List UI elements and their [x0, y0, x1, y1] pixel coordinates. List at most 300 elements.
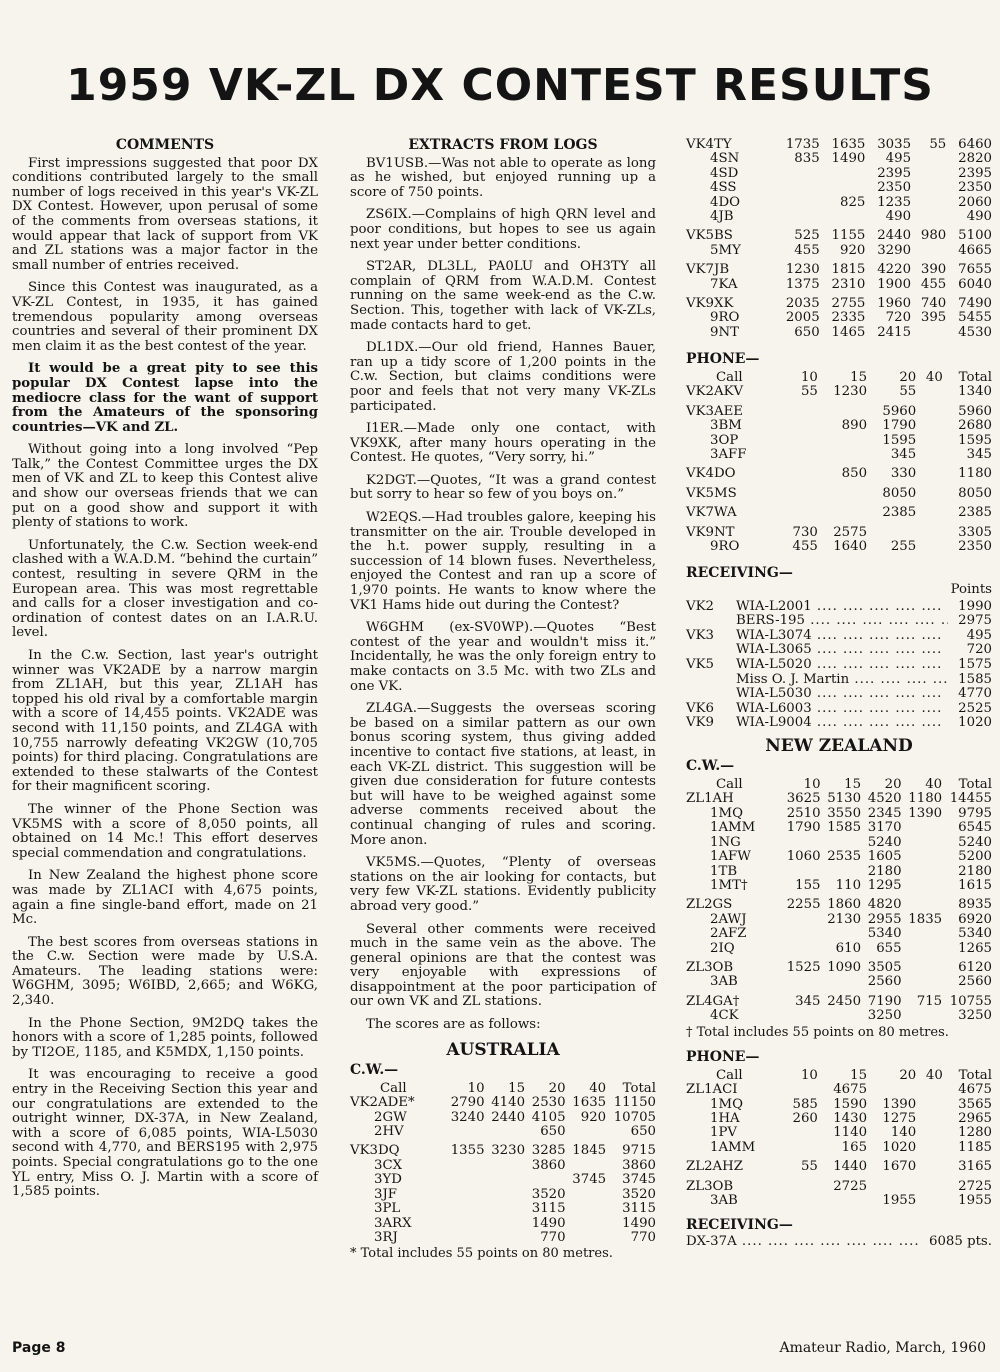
score-cell: 6460 [958, 137, 992, 152]
column-header: 40 [925, 777, 943, 793]
score-cell: 4675 [833, 1082, 868, 1098]
table-row [686, 836, 992, 850]
score-cell: 5130 [827, 791, 862, 807]
score-cell: 1735 [785, 137, 820, 152]
score-cell [818, 482, 867, 501]
score-cell [867, 1175, 916, 1194]
score-cell [911, 196, 946, 210]
table-row [350, 1125, 656, 1139]
column-header: 40 [925, 369, 943, 385]
score-cell: 2560 [958, 974, 992, 990]
score-cell: 740 [920, 296, 947, 312]
table-row [686, 1009, 992, 1023]
score-cell [444, 1202, 485, 1216]
table-row [686, 196, 992, 210]
column-header: Total [958, 369, 992, 385]
score-cell [485, 1217, 526, 1231]
score-cell: 8050 [958, 485, 992, 501]
table-row [686, 956, 992, 975]
australia-cw-note: * Total includes 55 points on 80 metres. [350, 1246, 613, 1262]
extracts-column [350, 138, 656, 1268]
score-cell: 14455 [949, 791, 992, 807]
score-cell: 850 [841, 466, 868, 482]
score-cell [485, 1125, 526, 1139]
table-row [686, 975, 992, 989]
points-value: 4770 [958, 686, 992, 702]
score-cell: 455 [792, 538, 818, 554]
score-cell: 2385 [882, 505, 917, 521]
extract-paragraph: W2EQS.—Had troubles galore, keeping his transmitter on the air. Trouble developed in the h.t. power supply, resulting in a succession of 14 blown fuses. Nevertheless, enjoyed the Contest and ran up a score of 1,970 points. He wants to know where the VK1 Hams hide out during the Contest? [350, 510, 656, 613]
score-cell: 3625 [786, 791, 821, 807]
column-header: 15 [850, 1067, 868, 1083]
score-cell [780, 501, 818, 520]
score-cell [916, 1098, 943, 1112]
score-cell: 1835 [908, 911, 943, 927]
comment-paragraph: In New Zealand the highest phone score was made by ZL1ACI with 4,675 points, again a fine single-band effort, made on 21 Mc. [12, 868, 318, 928]
score-cell: 1635 [572, 1095, 607, 1111]
score-cell: 3860 [531, 1157, 566, 1173]
comments-body [12, 157, 318, 1200]
score-cell [820, 167, 866, 181]
column-header: 20 [884, 777, 902, 793]
score-cell [916, 385, 943, 399]
table-header-row [686, 369, 992, 385]
score-cell: 3115 [622, 1201, 656, 1217]
table-row [686, 244, 992, 258]
score-cell [444, 1125, 485, 1139]
score-cell: 770 [630, 1229, 656, 1245]
column-header: 20 [899, 369, 917, 385]
table-row [686, 181, 992, 195]
column-header: Total [622, 1080, 656, 1096]
score-cell [780, 865, 821, 879]
score-cell: 585 [792, 1096, 818, 1112]
score-cell: 1615 [958, 877, 992, 893]
call-sign-cell: 9RO [710, 310, 740, 326]
points-value: 495 [966, 627, 992, 643]
score-cell: 3170 [867, 820, 902, 836]
score-cell [916, 462, 943, 481]
call-sign-cell: ZL3OB [686, 1178, 734, 1194]
score-cell [902, 927, 943, 941]
comments-heading: COMMENTS [115, 137, 215, 153]
score-cell: 3745 [572, 1172, 607, 1188]
table-row [686, 1155, 992, 1174]
score-cell [774, 167, 820, 181]
australia-receiving-label: RECEIVING— [686, 565, 793, 582]
score-cell: 650 [630, 1124, 656, 1140]
score-cell: 3115 [531, 1201, 566, 1217]
call-sign-cell: 2HV [374, 1124, 404, 1140]
score-cell: 1265 [958, 940, 992, 956]
table-row [686, 326, 992, 340]
score-cell: 770 [540, 1229, 566, 1245]
score-cell: 1605 [867, 849, 902, 865]
call-sign-cell: 9RO [710, 538, 740, 554]
column-header: Total [958, 1067, 992, 1083]
district-prefix [686, 614, 736, 629]
score-cell [821, 836, 862, 850]
table-row [350, 1202, 656, 1216]
australia-cw-table [350, 1080, 656, 1245]
score-cell: 2820 [958, 151, 992, 167]
table-row [686, 278, 992, 292]
score-cell [780, 448, 818, 462]
score-cell [821, 1009, 862, 1023]
score-cell [780, 975, 821, 989]
list-item [686, 600, 992, 615]
call-sign-cell: 3AFF [710, 446, 747, 462]
comments-column [12, 138, 318, 1208]
score-cell: 5340 [958, 926, 992, 942]
score-cell: 2575 [833, 524, 868, 540]
district-prefix [686, 687, 736, 702]
score-cell: 490 [966, 209, 992, 225]
column-header: 40 [925, 1067, 943, 1083]
score-cell: 9795 [958, 805, 992, 821]
score-cell: 1090 [827, 959, 862, 975]
call-sign-cell: 3CX [374, 1157, 403, 1173]
australia-cw-table-continued [686, 138, 992, 340]
score-cell [821, 865, 862, 879]
score-cell: 2350 [958, 180, 992, 196]
call-sign-cell: 1AFW [710, 849, 751, 865]
score-cell: 525 [794, 228, 820, 244]
score-cell: 2440 [491, 1109, 526, 1125]
score-cell [902, 956, 943, 975]
table-row [686, 1194, 992, 1208]
score-cell: 1490 [622, 1215, 656, 1231]
score-cell: 140 [890, 1125, 917, 1141]
table-row [350, 1096, 656, 1110]
station-name: WIA-L3074 .... [736, 629, 948, 644]
score-cell [780, 1175, 818, 1194]
score-cell: 345 [966, 446, 992, 462]
table-row [350, 1159, 656, 1173]
station-name: WIA-L6003 .... [736, 702, 948, 717]
score-cell: 1955 [882, 1193, 917, 1208]
score-cell: 650 [794, 324, 820, 340]
district-prefix: VK9 [686, 715, 714, 731]
extract-paragraph: ZS6IX.—Complains of high QRN level and poor conditions, but hopes to see us again next year under better conditions. [350, 207, 656, 252]
score-cell [821, 975, 862, 989]
call-sign-cell: 3BM [710, 418, 742, 434]
score-cell: 8050 [882, 485, 917, 501]
score-cell: 1180 [958, 466, 992, 482]
table-row [686, 138, 992, 152]
score-cell: 5960 [882, 403, 917, 419]
score-cell [911, 210, 946, 224]
table-row [686, 385, 992, 399]
score-cell [911, 326, 946, 340]
score-cell: 2395 [877, 165, 912, 181]
score-cell [820, 210, 866, 224]
score-cell [867, 1083, 916, 1097]
score-cell [818, 448, 867, 462]
score-cell: 55 [800, 1159, 818, 1175]
call-sign-cell: ZL1ACI [686, 1082, 738, 1098]
list-item [686, 629, 992, 644]
list-item [686, 673, 992, 688]
comment-paragraph: In the Phone Section, 9M2DQ takes the honors with a score of 1,285 points, followed by TI2OE, 1185, and K5MDX, 1,150 points. [12, 1015, 318, 1060]
nz-receiving-list [686, 1235, 992, 1250]
table-row [686, 850, 992, 864]
extracts-heading: EXTRACTS FROM LOGS [408, 137, 598, 153]
call-sign-cell: 1MQ [710, 805, 743, 821]
comment-paragraph: It would be a great pity to see this popular DX Contest lapse into the mediocre class for the want of support from the Amateurs of the sponsoring countries—VK and ZL. [12, 361, 318, 435]
column-header: 10 [800, 369, 818, 385]
column-header: Call [380, 1080, 407, 1096]
extract-paragraph: K2DGT.—Quotes, “It was a grand contest but sorry to hear so few of you boys on.” [350, 472, 656, 503]
score-cell [566, 1125, 607, 1139]
table-row [686, 942, 992, 956]
score-cell: 1295 [867, 877, 902, 893]
column-header: 10 [467, 1080, 485, 1096]
call-sign-cell: 3PL [374, 1201, 401, 1217]
station-name: WIA-L5030 .... [736, 687, 948, 702]
points-value: 1575 [958, 656, 992, 672]
extract-paragraph: DL1DX.—Our old friend, Hannes Bauer, ran up a tidy score of 1,200 points in the C.w. Section, but claims conditions were poor and feels that not very many VK-ZLs participated. [350, 340, 656, 414]
list-item [686, 687, 992, 702]
table-row [350, 1231, 656, 1245]
score-cell [902, 821, 943, 835]
score-cell [820, 181, 866, 195]
score-cell: 4520 [867, 791, 902, 807]
score-cell: 2725 [833, 1178, 868, 1194]
score-cell: 3565 [958, 1096, 992, 1112]
station-name: DX-37A .... [686, 1235, 922, 1250]
score-cell: 390 [920, 262, 947, 278]
score-cell [485, 1159, 526, 1173]
points-value: 6085 pts. [929, 1234, 992, 1249]
table-row [686, 821, 992, 835]
score-cell: 1790 [882, 418, 917, 434]
score-cell: 1590 [833, 1096, 868, 1112]
call-sign-cell: 3AB [710, 974, 738, 990]
score-cell: 1180 [908, 791, 943, 807]
call-sign-cell: 3ARX [374, 1215, 412, 1231]
column-header: Call [716, 1067, 743, 1083]
comment-paragraph: It was encouraging to receive a good entry in the Receiving Section this year and our congratulations are extended to the outright winner, DX-37A, in New Zealand, with a score of 6,085 points, WIA-L5030 second with 4,770, and BERS195 with 2,975 points. Special congratulations go to the one YL entry, Miss O. J. Martin with a score of 1,585 points. [12, 1067, 318, 1200]
call-sign-cell: VK9XK [686, 296, 734, 312]
score-cell [444, 1173, 485, 1187]
list-item [686, 643, 992, 658]
table-row [686, 893, 992, 912]
score-cell: 10705 [613, 1109, 656, 1125]
score-cell: 3520 [622, 1186, 656, 1202]
score-cell: 4530 [958, 324, 992, 340]
score-cell [818, 1194, 867, 1208]
district-prefix [686, 643, 736, 658]
table-row [686, 434, 992, 448]
list-item [686, 1235, 992, 1250]
score-cell [485, 1202, 526, 1216]
score-cell: 2955 [867, 911, 902, 927]
score-cell: 2790 [450, 1095, 485, 1111]
score-cell: 3290 [877, 242, 912, 258]
score-cell: 3165 [958, 1159, 992, 1175]
score-cell: 1955 [958, 1193, 992, 1208]
call-sign-cell: 1HA [710, 1110, 740, 1126]
points-value: 720 [966, 642, 992, 658]
call-sign-cell: ZL2GS [686, 897, 733, 913]
score-cell [444, 1159, 485, 1173]
score-cell [780, 927, 821, 941]
column-header: 10 [800, 1067, 818, 1083]
score-cell: 1595 [882, 432, 917, 448]
score-cell: 1235 [877, 194, 912, 210]
table-header-row [686, 1067, 992, 1083]
call-sign-cell: 1PV [710, 1125, 738, 1141]
call-sign-cell: VK4TY [686, 137, 732, 152]
call-sign-cell: 3AB [710, 1193, 738, 1208]
nz-receiving-label: RECEIVING— [686, 1217, 793, 1234]
table-row [686, 152, 992, 166]
table-row [686, 1175, 992, 1194]
score-cell [821, 927, 862, 941]
score-cell: 1275 [882, 1110, 917, 1126]
points-value: 1585 [958, 671, 992, 687]
score-cell [911, 244, 946, 258]
score-cell: 6040 [958, 276, 992, 292]
score-cell [911, 181, 946, 195]
call-sign-cell: 3OP [710, 432, 739, 448]
score-cell: 2345 [867, 805, 902, 821]
score-cell: 1525 [786, 959, 821, 975]
table-row [686, 400, 992, 419]
score-cell: 1585 [827, 820, 862, 836]
table-header-row [350, 1080, 656, 1096]
score-cell: 4140 [491, 1095, 526, 1111]
score-cell: 3035 [877, 137, 912, 152]
table-row [686, 1098, 992, 1112]
table-row [686, 521, 992, 540]
nz-phone-label: PHONE— [686, 1049, 760, 1066]
score-cell [780, 400, 818, 419]
score-cell [916, 501, 943, 520]
call-sign-cell: VK2AKV [686, 384, 744, 400]
score-cell: 6545 [958, 820, 992, 836]
score-cell: 835 [794, 151, 820, 167]
call-sign-cell: VK5BS [686, 228, 733, 244]
score-cell: 4105 [531, 1109, 566, 1125]
call-sign-cell: 1TB [710, 863, 738, 879]
table-row [686, 879, 992, 893]
call-sign-cell: VK4DO [686, 466, 736, 482]
call-sign-cell: VK5MS [686, 485, 737, 501]
score-cell: 980 [920, 228, 947, 244]
score-cell [916, 1155, 943, 1174]
score-cell: 2440 [877, 228, 912, 244]
score-cell: 720 [885, 310, 912, 326]
call-sign-cell: 3RJ [374, 1229, 398, 1245]
points-value: 2975 [958, 613, 992, 629]
table-row [686, 167, 992, 181]
table-row [350, 1188, 656, 1202]
score-cell: 4220 [877, 262, 912, 278]
score-cell [916, 540, 943, 554]
score-cell [902, 865, 943, 879]
station-name: BERS-195 .... [736, 614, 948, 629]
call-sign-cell: VK3DQ [350, 1143, 400, 1159]
table-row [686, 482, 992, 501]
score-cell [818, 501, 867, 520]
score-cell: 1960 [877, 296, 912, 312]
score-cell: 345 [795, 993, 821, 1009]
comment-paragraph: The best scores from overseas stations in the C.w. Section were made by U.S.A. Amateurs. The leading stations were: W6GHM, 3095; W6IBD, 2,665; and W6KG, 2,340. [12, 934, 318, 1009]
score-cell [911, 167, 946, 181]
score-cell: 1355 [450, 1143, 485, 1159]
column-header: Call [716, 777, 743, 793]
score-cell: 2180 [867, 863, 902, 879]
call-sign-cell: 4SD [710, 165, 739, 181]
call-sign-cell: 9NT [710, 324, 739, 340]
score-cell: 1790 [786, 820, 821, 836]
score-cell: 4665 [958, 242, 992, 258]
score-cell: 715 [916, 993, 943, 1009]
extract-paragraph: W6GHM (ex-SV0WP).—Quotes “Best contest of the year and wouldn't miss it.” Incidentally, he was the only foreign entry to make contacts on 3.5 Mc. with two ZLs and one VK. [350, 620, 656, 694]
score-cell: 2335 [831, 310, 866, 326]
score-cell [444, 1217, 485, 1231]
score-cell: 1340 [958, 384, 992, 400]
score-cell: 2450 [827, 993, 862, 1009]
australia-receiving-list [686, 600, 992, 731]
call-sign-cell: 4SS [710, 180, 737, 196]
table-row [686, 865, 992, 879]
extract-paragraph: VK5MS.—Quotes, “Plenty of overseas stations on the air looking for contacts, but very few VK-ZL stations. Evidently publicity abroad very good.” [350, 855, 656, 914]
comment-paragraph: In the C.w. Section, last year's outright winner was VK2ADE by a narrow margin from ZL1AH, but this year, ZL1AH has topped his old rival by a comfortable margin with a score of 14,455 points. VK2ADE was second with 11,150 points, and ZL4GA with 10,755 narrowly defeating VK2GW (10,705 points) for third placing. Congratulations are extended to these stalwarts of the Contest for their magnificent scoring. [12, 648, 318, 795]
call-sign-cell: VK2ADE* [350, 1095, 415, 1111]
score-cell: 2005 [785, 310, 820, 326]
score-cell [485, 1231, 526, 1245]
score-cell: 1390 [882, 1096, 917, 1112]
extract-paragraph: Several other comments were received much in the same vein as the above. The general opinions are that the contest was very enjoyable with expressions of disappointment at the poor participation of our own VK and ZL stations. [350, 921, 656, 1010]
publication-line: Amateur Radio, March, 1960 [779, 1340, 986, 1356]
table-row [686, 224, 992, 243]
score-cell: 4820 [867, 897, 902, 913]
comment-paragraph: Since this Contest was inaugurated, as a VK-ZL Contest, in 1935, it has gained tremendous popularity among overseas countries and several of their prominent DX men claim it as the best contest of the year. [12, 280, 318, 354]
score-cell: 5100 [958, 228, 992, 244]
points-value: 1990 [958, 598, 992, 614]
score-cell: 1390 [908, 805, 943, 821]
score-cell [780, 1126, 818, 1140]
call-sign-cell: 4SN [710, 151, 740, 167]
score-cell: 5200 [958, 849, 992, 865]
nz-cw-note: † Total includes 55 points on 80 metres. [686, 1024, 949, 1040]
score-cell: 5240 [958, 834, 992, 850]
score-cell [818, 434, 867, 448]
table-row [350, 1111, 656, 1125]
score-cell [566, 1188, 607, 1202]
score-cell: 395 [920, 310, 947, 326]
score-cell [916, 434, 943, 448]
score-cell: 2560 [867, 974, 902, 990]
score-cell: 3250 [867, 1008, 902, 1024]
call-sign-cell: ZL3OB [686, 959, 734, 975]
score-cell: 1185 [958, 1139, 992, 1155]
list-item [686, 658, 992, 673]
score-cell: 2130 [827, 911, 862, 927]
score-cell: 330 [890, 466, 917, 482]
extract-paragraph: BV1USB.—Was not able to operate as long as he wished, but enjoyed running up a score of 750 points. [350, 155, 656, 200]
score-cell: 5240 [867, 834, 902, 850]
score-cell: 2180 [958, 863, 992, 879]
score-cell [902, 836, 943, 850]
call-sign-cell: 4CK [710, 1008, 739, 1024]
list-item [686, 716, 992, 731]
score-cell: 1635 [831, 137, 866, 152]
list-item [686, 702, 992, 717]
